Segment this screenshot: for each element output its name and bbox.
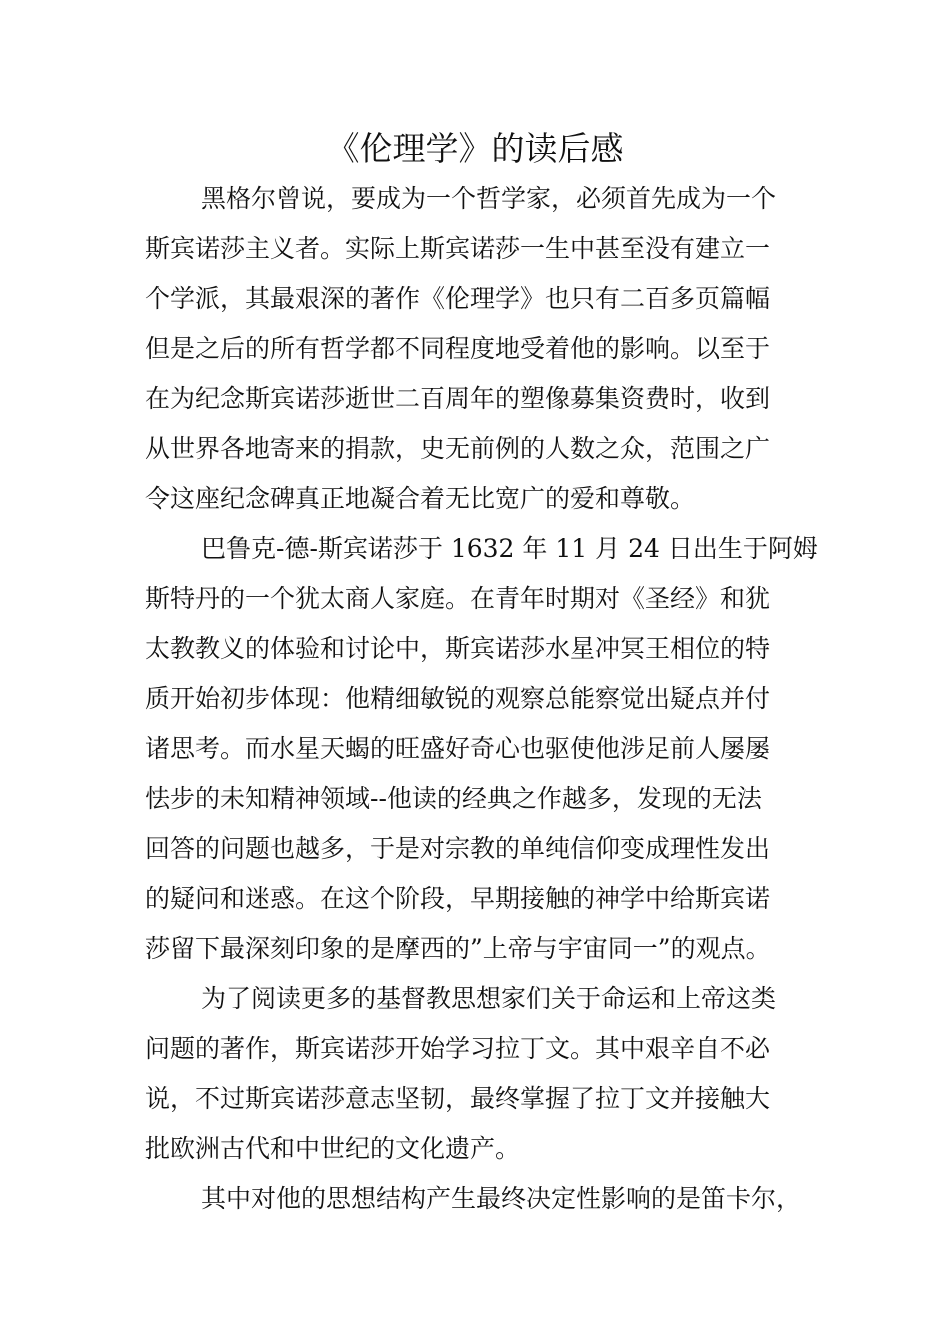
text-line: 斯宾诺莎主义者。实际上斯宾诺莎一生中甚至没有建立一 [145,234,771,263]
paragraph-1 [145,174,815,524]
text-line: 从世界各地寄来的捐款，史无前例的人数之众，范围之广 [145,434,771,463]
document-title: 《伦理学》的读后感 [326,129,624,168]
text-line: 太教教义的体验和讨论中，斯宾诺莎水星冲冥王相位的特 [145,634,771,663]
text-line: 的疑问和迷惑。在这个阶段，早期接触的神学中给斯宾诺 [145,884,771,913]
text-line: 问题的著作，斯宾诺莎开始学习拉丁文。其中艰辛自不必 [145,1034,771,1063]
paragraph-2 [145,524,818,974]
document-body [145,174,818,1224]
text-line: 为了阅读更多的基督教思想家们关于命运和上帝这类 [201,984,777,1013]
text-line: 莎留下最深刻印象的是摩西的”上帝与宇宙同一”的观点。 [145,934,771,963]
text-line: 说，不过斯宾诺莎意志坚韧，最终掌握了拉丁文并接触大 [145,1084,771,1113]
text-line: 在为纪念斯宾诺莎逝世二百周年的塑像募集资费时，收到 [145,384,771,413]
paragraph-4 [145,1174,815,1224]
text-line: 个学派，其最艰深的著作《伦理学》也只有二百多页篇幅 [145,284,771,313]
text-line: 怯步的未知精神领域--他读的经典之作越多，发现的无法 [145,784,762,813]
text-line: 其中对他的思想结构产生最终决定性影响的是笛卡尔， [201,1184,802,1213]
text-line: 诸思考。而水星天蝎的旺盛好奇心也驱使他涉足前人屡屡 [145,734,771,763]
text-line: 黑格尔曾说，要成为一个哲学家，必须首先成为一个 [201,184,777,213]
text-line: 批欧洲古代和中世纪的文化遗产。 [145,1134,521,1163]
text-line: 质开始初步体现：他精细敏锐的观察总能察觉出疑点并付 [145,684,771,713]
text-line: 巴鲁克-德-斯宾诺莎于 1632 年 11 月 24 日出生于阿姆 [201,534,818,563]
paragraph-3 [145,974,815,1174]
text-line: 但是之后的所有哲学都不同程度地受着他的影响。以至于 [145,334,771,363]
text-line: 回答的问题也越多，于是对宗教的单纯信仰变成理性发出 [145,834,771,863]
text-line: 令这座纪念碑真正地凝合着无比宽广的爱和尊敬。 [145,484,696,513]
text-line: 斯特丹的一个犹太商人家庭。在青年时期对《圣经》和犹 [145,584,771,613]
